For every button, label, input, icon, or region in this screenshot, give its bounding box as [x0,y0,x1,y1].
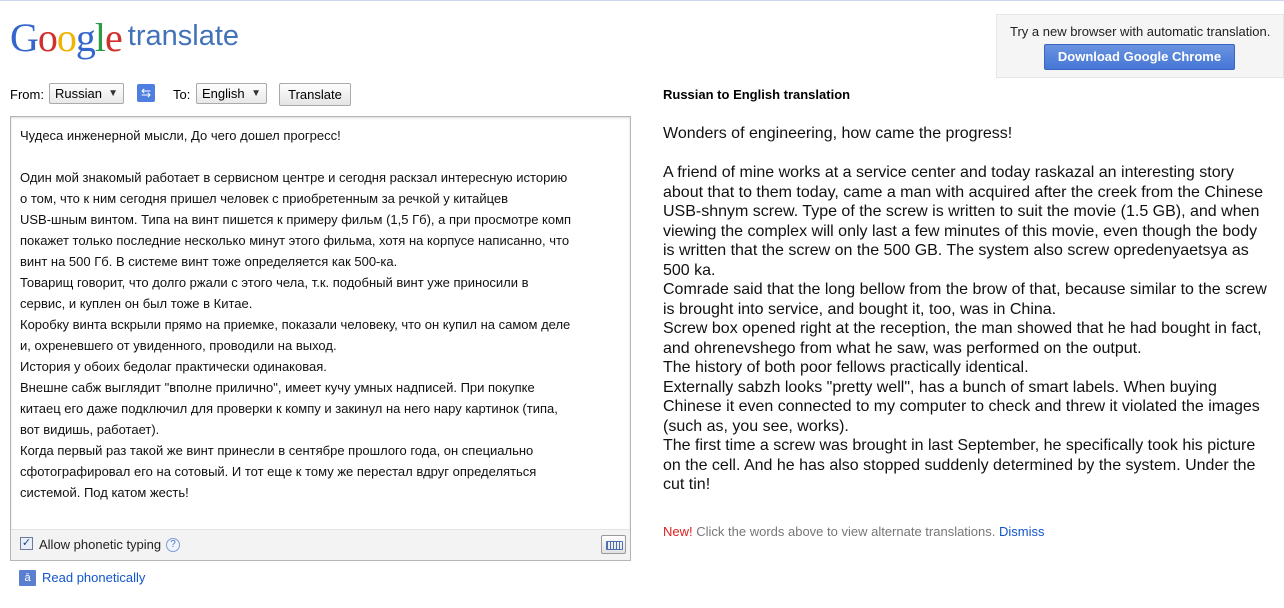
keyboard-keys [606,541,623,550]
promo-text: Try a new browser with automatic translation. [1010,24,1271,39]
phonetic-typing-checkbox[interactable]: ✓ [21,537,32,549]
top-border [0,0,1284,1]
source-paragraph: Коробку винта вскрыли прямо на приемке, показали человеку, что он купил на самом деле [20,317,571,332]
logo-letter: o [56,15,76,60]
logo-letter: e [105,15,122,60]
read-phonetically-link[interactable]: Read phonetically [42,570,146,585]
source-paragraph: USB-шным винтом. Типа на винт пишется к примеру фильм (1,5 Гб), а при просмотре комп [20,212,572,227]
source-paragraph: История у обоих бедолаг практически одинаковая. [20,359,327,374]
logo-letter: g [75,15,95,60]
alternate-translations-notice [663,524,1045,539]
source-paragraph: Товарищ говорит, что долго ржали с этого чела, т.к. подобный винт уже приносили в [20,275,529,290]
result-paragraph[interactable]: Externally sabzh looks "pretty well", has a bunch of smart labels. When buying Chinese it even connected to my computer to check and threw it violated the images (such as, you see, works). [663,378,1260,435]
help-icon[interactable]: ? [166,538,180,552]
source-paragraph: Чудеса инженерной мысли, До чего дошел прогресс! [20,128,341,143]
source-paragraph: покажет только последние несколько минут этого фильма, хотя на корпусе написанно, что [20,233,570,248]
result-paragraph[interactable]: The first time a screw was brought in last September, he specifically took his picture on the cell. And he has also stopped suddenly determined by the system. Under the cut tin! [663,437,1256,493]
source-paragraph: системой. Под катом жесть! [20,485,189,500]
result-paragraph[interactable] [663,144,1273,164]
source-paragraph: о том, что к ним сегодня пришел человек с приобретенным за речкой у китайцев [20,191,509,206]
source-paragraph: Когда первый раз такой же винт принесли в сентябре прошлого года, он специально [20,443,534,458]
translation-result [663,124,1273,495]
result-paragraph[interactable]: The history of both poor fellows practically identical. [663,359,1029,376]
google-logo [10,15,122,60]
result-heading: Russian to English translation [663,87,851,102]
from-language-select[interactable] [49,83,124,104]
logo-letter: G [10,15,38,60]
result-paragraph[interactable]: Comrade said that the long bellow from the brow of that, because similar to the screw is brought into service, and bought it, too, was in China. [663,281,1267,318]
source-paragraph: и, охреневшего от увиденного, проводили на выход. [20,338,337,353]
source-paragraph: винт на 500 Гб. В системе винт тоже определяется как 500-ка. [20,254,398,269]
logo-translate-word: translate [127,20,240,52]
from-language-value: Russian [55,86,102,101]
from-label: From: [10,87,44,102]
source-text[interactable] [20,125,622,503]
source-paragraph [20,146,622,167]
notice-text: Click the words above to view alternate translations. [692,524,999,539]
download-chrome-button[interactable]: Download Google Chrome [1044,44,1235,70]
source-paragraph: китаец его даже подключил для проверки к компу и закинул на него нару картинок (типа, [20,401,558,416]
phonetic-typing-label[interactable]: Allow phonetic typing [39,537,162,552]
google-translate-logo[interactable] [10,14,239,58]
logo-letter: o [37,15,57,60]
result-paragraph[interactable]: Screw box opened right at the reception, the man showed that he had bought in fact, and ohrenevshego from what he saw, was performed on the output. [663,320,1262,357]
virtual-keyboard-icon[interactable] [601,535,626,554]
result-paragraph[interactable]: Wonders of engineering, how came the progress! [663,125,1013,142]
dismiss-link[interactable]: Dismiss [999,524,1045,539]
result-paragraph[interactable]: A friend of mine works at a service center and today raskazal an interesting story about that to them today, came a man with acquired after the creek from the Chinese USB-shnym screw. Type of the screw is written to suit the movie (1.5 GB), and when viewing the complex will only last a few minutes of this movie, even though the body is written that the screw on the 500 GB. The system also screw opredenyaetsya as 500 ka. [663,164,1264,279]
source-paragraph: вот видишь, работает). [20,422,160,437]
source-paragraph: Внешне сабж выглядит "вполне прилично", имеет кучу умных надписей. При покупке [20,380,535,395]
to-language-value: English [202,86,245,101]
dropdown-arrow-icon: ▼ [108,88,118,99]
source-paragraph: Один мой знакомый работает в сервисном центре и сегодня раскзал интересную историю [20,170,568,185]
source-paragraph: сервис, и куплен он был тоже в Китае. [20,296,253,311]
swap-languages-icon[interactable]: ⇆ [137,84,155,102]
to-language-select[interactable] [196,83,267,104]
new-badge: New! [663,524,693,539]
read-phonetically-icon[interactable]: ā [19,570,36,586]
source-paragraph: сфотографировал его на сотовый. И тот еще к тому же перестал вдруг определяться [20,464,537,479]
logo-letter: l [94,15,106,60]
source-footer [11,529,630,560]
dropdown-arrow-icon: ▼ [251,88,261,99]
to-label: To: [173,87,191,102]
translate-button[interactable]: Translate [279,83,351,106]
source-text-area[interactable] [10,116,631,561]
chrome-promo [996,14,1284,78]
